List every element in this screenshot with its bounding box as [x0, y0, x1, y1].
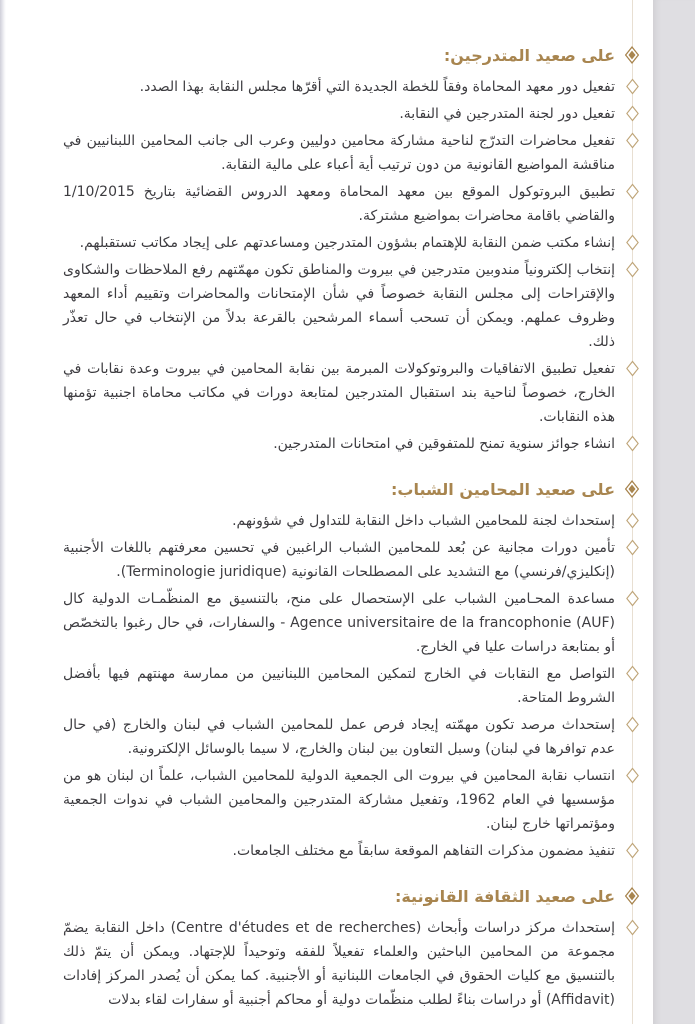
diamond-bullet-icon: [626, 513, 639, 529]
list-item: [63, 509, 615, 533]
right-gutter: [653, 0, 695, 1024]
diamond-bullet-icon: [626, 436, 639, 452]
list-item: [63, 231, 615, 255]
section: [63, 885, 615, 1012]
list-item: [63, 357, 615, 429]
list-item-text: تطبيق البروتوكول الموقع بين معهد المحاماة ومعهد الدروس القضائية بتاريخ 1/10/2015 والقاضي باقامة محاضرات بمواضيع مشتركة.: [63, 184, 615, 224]
diamond-bullet-icon: [626, 920, 639, 936]
list-item-text: إنشاء مكتب ضمن النقابة للإهتمام بشؤون المتدرجين ومساعدتهم على إيجاد مكاتب تستقبلهم.: [79, 235, 615, 251]
section-heading-text: على صعيد المتدرجين:: [443, 46, 615, 65]
list-item-text: التواصل مع النقابات في الخارج لتمكين المحامين اللبنانيين من ممارسة مهنتهم فيها بأفضل الشروط المتاحة.: [63, 666, 615, 706]
section: [63, 44, 615, 456]
list-item: [63, 916, 615, 1012]
diamond-bullet-icon: [626, 666, 639, 682]
list-item-text: مساعدة المحـامين الشباب على الإستحصال على منح، بالتنسيق مع المنظّمـات الدولية كال (AUF) Agence universitaire de la francophonie - والسفارات، في حال رغبوا بالتخصّص أو بمتابعة دراسات عليا في الخارج.: [63, 591, 615, 655]
section-heading: [63, 885, 615, 909]
diamond-bullet-icon: [626, 133, 639, 149]
list-item-text: تفعيل تطبيق الاتفاقيات والبروتوكولات المبرمة بين نقابة المحامين في بيروت وعدة نقابات في الخارج، خصوصاً لناحية بند استقبال المتدرجين لمتابعة دورات في مكاتب محاماة اجنبية تؤمنها هذه النقابات.: [63, 361, 615, 425]
diamond-bullet-icon: [625, 480, 639, 498]
list-item-text: إستحداث مركز دراسات وأبحاث (Centre d'études et de recherches) داخل النقابة يضمّ مجموعة من المحامين الباحثين والعلماء تفعيلاً للفقه وتوحيداً للإجتهاد. ويمكن أن يتمّ ذلك بالتنسيق مع كليات الحقوق في الجامعات اللبنانية أو الأجنبية. كما يمكن أن يُصدر المركز إفادات (Affidavit) أو دراسات بناءً لطلب منظّمات دولية أو محاكم أجنبية أو سفارات لقاء بدلات: [63, 920, 615, 1008]
list-item-text: تفعيل دور معهد المحاماة وفقاً للخطة الجديدة التي أقرّها مجلس النقابة بهذا الصدد.: [139, 79, 615, 95]
section-heading-text: على صعيد الثقافة القانونية:: [394, 887, 615, 906]
list-item: [63, 75, 615, 99]
list-item: [63, 713, 615, 761]
section-heading-text: على صعيد المحامين الشباب:: [390, 480, 615, 499]
diamond-bullet-icon: [626, 361, 639, 377]
list-item-text: انشاء جوائز سنوية تمنح للمتفوقين في امتحانات المتدرجين.: [273, 436, 615, 452]
list-item-text: تنفيذ مضمون مذكرات التفاهم الموقعة سابقاً مع مختلف الجامعات.: [232, 843, 615, 859]
diamond-bullet-icon: [626, 591, 639, 607]
diamond-bullet-icon: [626, 106, 639, 122]
list-item: [63, 662, 615, 710]
list-item-text: انتساب نقابة المحامين في بيروت الى الجمعية الدولية للمحامين الشباب، علماً ان لبنان هو من مؤسسيها في العام 1962، وتفعيل مشاركة المتدرجين والمحامين الشباب في ندوات الجمعية ومؤتمراتها خارج لبنان.: [63, 768, 615, 832]
section-heading: [63, 44, 615, 68]
diamond-bullet-icon: [626, 843, 639, 859]
list-item-text: تفعيل محاضرات التدرّج لناحية مشاركة محامين دوليين وعرب الى جانب المحامين اللبنانيين في مناقشة المواضيع القانونية من دون ترتيب أية أعباء على مالية النقابة.: [63, 133, 615, 173]
list-item: [63, 432, 615, 456]
section-items: [63, 916, 615, 1012]
diamond-bullet-icon: [626, 717, 639, 733]
diamond-bullet-icon: [626, 235, 639, 251]
list-item: [63, 258, 615, 354]
diamond-bullet-icon: [625, 46, 639, 64]
section: [63, 478, 615, 863]
left-page-edge: [0, 0, 6, 1024]
diamond-bullet-icon: [626, 262, 639, 278]
list-item: [63, 764, 615, 836]
section-heading: [63, 478, 615, 502]
diamond-bullet-icon: [626, 184, 639, 200]
list-item: [63, 587, 615, 659]
list-item-text: تأمين دورات مجانية عن بُعد للمحامين الشباب الراغبين في تحسين معرفتهم باللغات الأجنبية (إنكليزي/فرنسي) مع التشديد على المصطلحات القانونية (Terminologie juridique).: [63, 540, 615, 580]
list-item-text: إستحداث لجنة للمحامين الشباب داخل النقابة للتداول في شؤونهم.: [232, 513, 615, 529]
section-items: [63, 75, 615, 456]
diamond-bullet-icon: [626, 768, 639, 784]
list-item-text: تفعيل دور لجنة المتدرجين في النقابة.: [399, 106, 615, 122]
document-content: [63, 44, 615, 1015]
list-item: [63, 839, 615, 863]
list-item: [63, 536, 615, 584]
list-item-text: إنتخاب إلكترونياً مندوبين متدرجين في بيروت والمناطق تكون مهمّتهم رفع الملاحظات والشكاوى والإقتراحات إلى مجلس النقابة خصوصاً في شأن الإمتحانات والمحاضرات وتقييم أداء المعهد وظروف عملهم. ويمكن أن تسحب أسماء المرشحين بالقرعة بدلاً من الإنتخاب في حال تعذّر ذلك.: [63, 262, 615, 350]
list-item: [63, 180, 615, 228]
diamond-bullet-icon: [625, 887, 639, 905]
diamond-bullet-icon: [626, 79, 639, 95]
list-item: [63, 129, 615, 177]
diamond-bullet-icon: [626, 540, 639, 556]
list-item-text: إستحداث مرصد تكون مهمّته إيجاد فرص عمل للمحامين الشباب في لبنان والخارج (في حال عدم توافرها في لبنان) وسبل التعاون بين لبنان والخارج، لا سيما بالوسائل الإلكترونية.: [63, 717, 615, 757]
list-item: [63, 102, 615, 126]
section-items: [63, 509, 615, 863]
